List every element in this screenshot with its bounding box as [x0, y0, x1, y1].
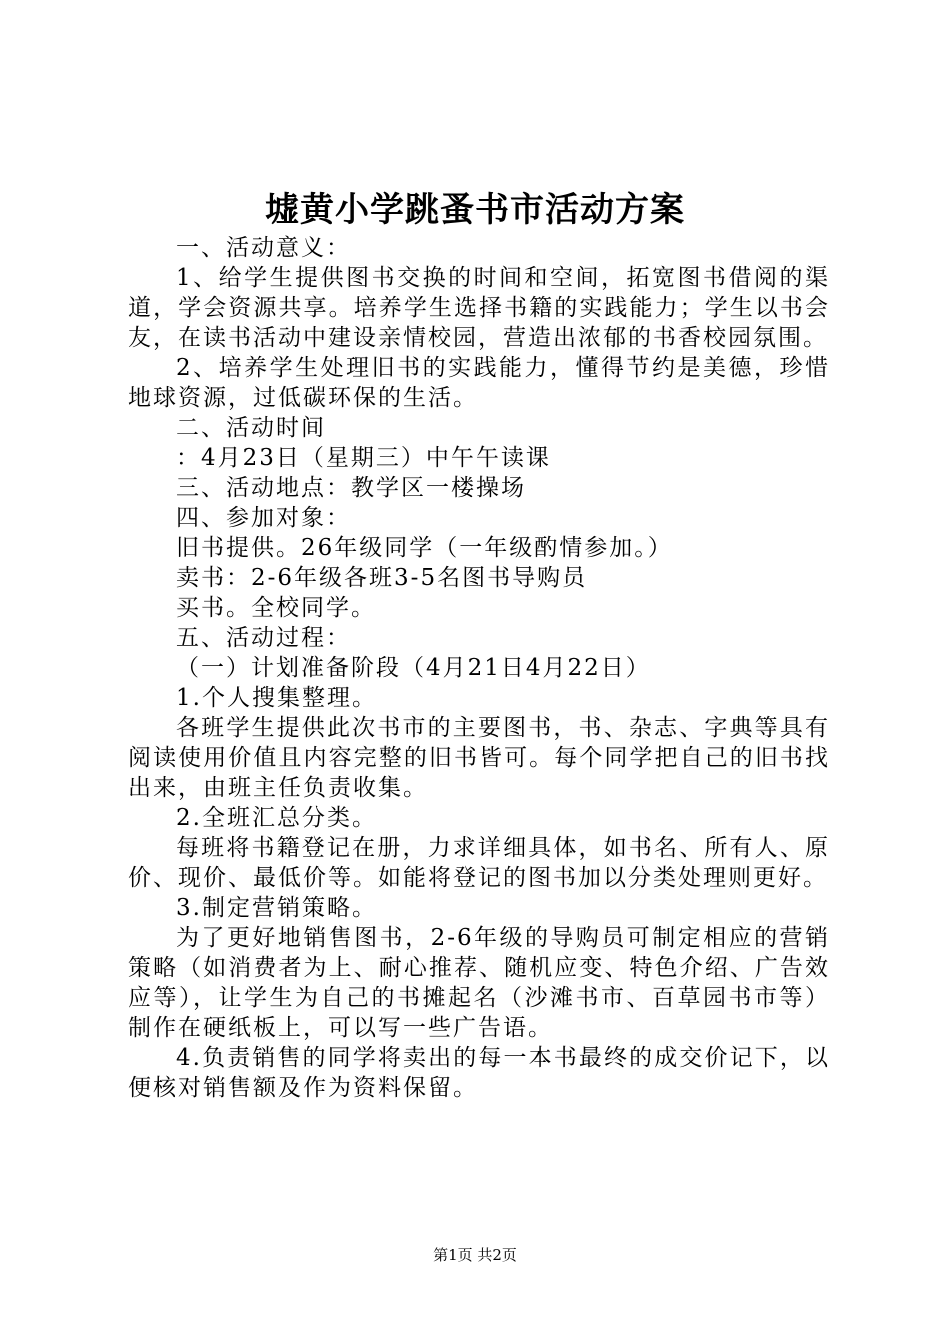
paragraph: 1、给学生提供图书交换的时间和空间，拓宽图书借阅的渠道，学会资源共享。培养学生选择书籍的实践能力；学生以书会友，在读书活动中建设亲情校园，营造出浓郁的书香校园氛围。	[128, 265, 830, 351]
step-heading: 3.制定营销策略。	[176, 895, 377, 921]
step-heading: 2.全班汇总分类。	[176, 805, 377, 831]
paragraph: ：4月23日（星期三）中午午读课	[176, 445, 551, 471]
paragraph: 卖书：2-6年级各班3-5名图书导购员	[176, 565, 588, 591]
paragraph: 每班将书籍登记在册，力求详细具体，如书名、所有人、原价、现价、最低价等。如能将登记的图书加以分类处理则更好。	[128, 835, 830, 891]
paragraph: 旧书提供。26年级同学（一年级酌情参加。）	[176, 535, 673, 561]
paragraph: 4.负责销售的同学将卖出的每一本书最终的成交价记下，以便核对销售额及作为资料保留。	[128, 1045, 830, 1101]
paragraph: 为了更好地销售图书，2-6年级的导购员可制定相应的营销策略（如消费者为上、耐心推荐、随机应变、特色介绍、广告效应等），让学生为自己的书摊起名（沙滩书市、百草园书市等）制作在硬纸板上，可以写一些广告语。	[128, 925, 830, 1041]
section-heading-time: 二、活动时间	[176, 415, 326, 441]
page-footer: 第1页 共2页	[433, 1246, 517, 1264]
section-heading-process: 五、活动过程：	[176, 625, 351, 651]
section-heading-location: 三、活动地点：教学区一楼操场	[176, 475, 526, 501]
paragraph: 2、培养学生处理旧书的实践能力，懂得节约是美德，珍惜地球资源，过低碳环保的生活。	[128, 355, 830, 411]
subsection-heading: （一）计划准备阶段（4月21日4月22日）	[176, 655, 651, 681]
document-body	[128, 233, 830, 1103]
paragraph: 买书。全校同学。	[176, 595, 376, 621]
section-heading-significance: 一、活动意义：	[176, 235, 351, 261]
section-heading-participants: 四、参加对象：	[176, 505, 351, 531]
document-title: 墟黄小学跳蚤书市活动方案	[265, 190, 685, 230]
step-heading: 1.个人搜集整理。	[176, 685, 377, 711]
paragraph: 各班学生提供此次书市的主要图书，书、杂志、字典等具有阅读使用价值且内容完整的旧书皆可。每个同学把自己的旧书找出来，由班主任负责收集。	[128, 715, 830, 801]
